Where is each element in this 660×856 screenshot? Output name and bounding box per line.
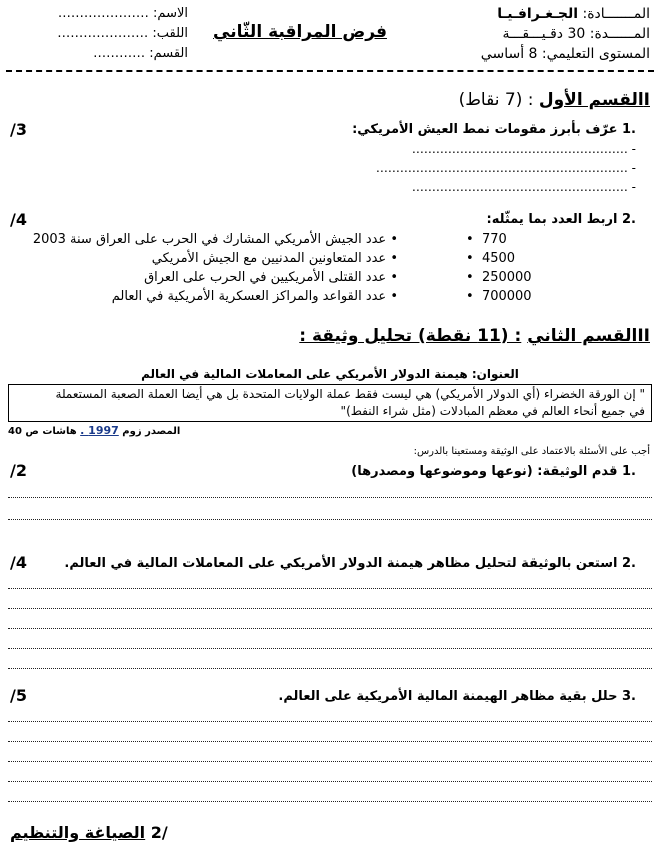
- header-divider: [6, 70, 654, 72]
- match-items: [33, 230, 398, 306]
- match-numbers: [466, 230, 532, 306]
- answer-line[interactable]: - ………………………………………………………: [375, 161, 636, 175]
- p1-q2: .2 اربط العدد بما يمثّله:: [486, 212, 636, 227]
- header-info: [410, 4, 650, 64]
- document-quote: " إن الورقة الخضراء (أي الدولار الأمريكي) هي ليست فقط عملة الولايات المتحدة بل هي أيضا العملة الصعبة المستعملة في جميع أنحاء العالم في معظم المبادلات (مثل شراء النفط)": [8, 384, 652, 422]
- class-field[interactable]: القسم: …………: [93, 46, 188, 61]
- match-number[interactable]: • 4500: [466, 251, 516, 266]
- match-number[interactable]: • 250000: [466, 270, 532, 285]
- part1-heading: Iالقسم الأول : (7 نقاط): [458, 90, 650, 110]
- match-number[interactable]: • 770: [466, 232, 507, 247]
- document-source: المصدر زوم 1997 . هاشات ص 40: [8, 424, 181, 437]
- answer-line[interactable]: [8, 607, 652, 609]
- p1-q1-score: /3: [10, 120, 27, 139]
- surname-field[interactable]: اللقب: …………………: [57, 26, 188, 41]
- footer-presentation: [10, 823, 168, 842]
- p2-q3: .3 حلل بقية مظاهر الهيمنة المالية الأمريكية على العالم.: [278, 689, 636, 704]
- match-item[interactable]: • عدد الجيش الأمريكي المشارك في الحرب على العراق سنة 2003: [32, 232, 398, 247]
- exam-title: فرض المراقبة الثّاني: [213, 22, 387, 42]
- p2-q2: .2 استعن بالوثيقة لتحليل مظاهر هيمنة الدولار الأمريكي على المعاملات المالية في العالم.: [64, 556, 636, 571]
- p2-q3-score: /5: [10, 686, 27, 705]
- subject: الجـغـرافـيـا: [497, 6, 579, 22]
- answer-line[interactable]: [8, 647, 652, 649]
- answer-line[interactable]: [8, 667, 652, 669]
- match-item[interactable]: • عدد القتلى الأمريكيين في الحرب على العراق: [144, 270, 398, 285]
- p1-q2-score: /4: [10, 210, 27, 229]
- presentation-label: الصياغة والتنظيم: [10, 823, 146, 842]
- answer-line[interactable]: [8, 740, 652, 742]
- name-field[interactable]: الاسم: …………………: [57, 6, 188, 21]
- answer-line[interactable]: - ………………………………………………: [411, 180, 636, 194]
- answer-line[interactable]: - ………………………………………………: [411, 142, 636, 156]
- match-item[interactable]: • عدد القواعد والمراكز العسكرية الأمريكية في العالم: [111, 289, 398, 304]
- p2-q1-score: /2: [10, 461, 27, 480]
- p1-q1: .1 عرّف بأبرز مقومات نمط العيش الأمريكي:: [352, 122, 636, 137]
- answer-line[interactable]: [8, 780, 652, 782]
- p2-q1: .1 قدم الوثيقة: (نوعها وموضوعها ومصدرها): [351, 464, 636, 479]
- student-fields: [8, 4, 188, 64]
- match-item[interactable]: • عدد المتعاونين المدنيين مع الجيش الأمريكي: [151, 251, 398, 266]
- subject-line: المـــــــادة: الجـغـرافـيـا: [497, 6, 650, 22]
- presentation-score: /2: [150, 823, 168, 842]
- answer-line[interactable]: [8, 627, 652, 629]
- answer-line[interactable]: [8, 800, 652, 802]
- answer-line[interactable]: [8, 496, 652, 498]
- part2-heading: IIالقسم الثاني : (11 نقطة) تحليل وثيقة :: [299, 326, 650, 346]
- answer-line[interactable]: [8, 518, 652, 520]
- p2-q2-score: /4: [10, 553, 27, 572]
- answer-line[interactable]: [8, 720, 652, 722]
- match-number[interactable]: • 700000: [466, 289, 532, 304]
- level: المستوى التعليمي: 8 أساسي: [480, 46, 650, 62]
- document-title: العنوان: هيمنة الدولار الأمريكي على المعاملات المالية في العالم: [141, 367, 519, 381]
- answer-line[interactable]: [8, 587, 652, 589]
- instruction: أجب على الأسئلة بالاعتماد على الوثيقة ومستعينا بالدرس:: [413, 446, 650, 457]
- p1-q1-answers[interactable]: [376, 140, 636, 197]
- answer-line[interactable]: [8, 760, 652, 762]
- duration: المــــــدة: 30 دقـيـــقـــة: [502, 26, 650, 42]
